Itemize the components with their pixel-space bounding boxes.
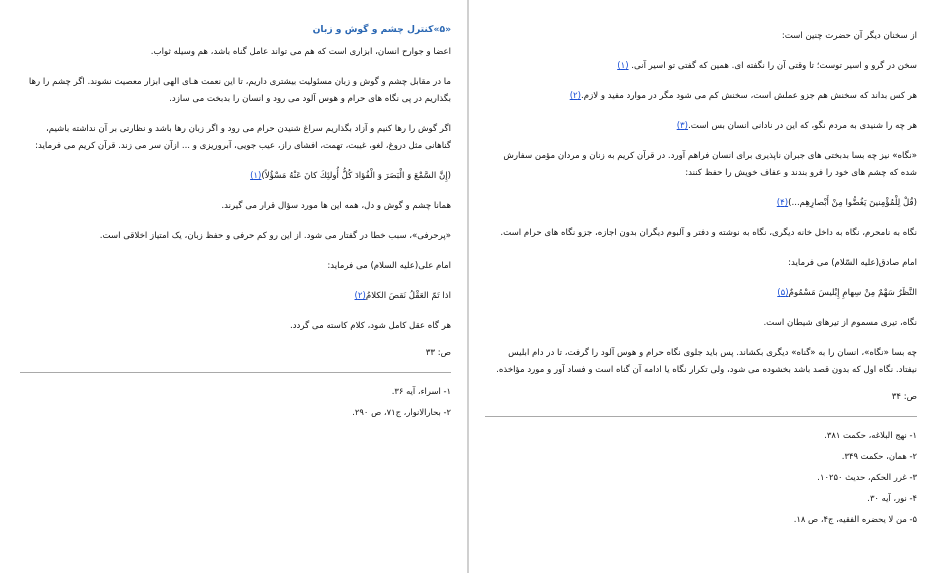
paragraph: چه بسا «نگاه»، انسان را به «گناه» دیگری بکشاند. پس باید جلوی نگاه حرام و هوس آلود را گرفت، تا در دام ابلیس نیفتاد. نگاه اول که بدون قصد باشد بخشوده می شود، ولی تکرار نگاه یا ادامه آن گناه است و فساد آور و مورد مؤاخذه. <box>496 348 917 375</box>
page-number: ص: ۳۳ <box>425 348 451 358</box>
page-number: ص: ۳۴ <box>891 392 917 402</box>
footnote-link[interactable]: (۲) <box>354 291 366 301</box>
footnote: ۱- نهج البلاغه، حکمت ۳۸۱. <box>824 430 917 440</box>
footnote: ۱- اسراء، آیه ۳۶. <box>391 386 451 396</box>
footnotes <box>20 381 451 423</box>
paragraph: همانا چشم و گوش و دل، همه این ها مورد سؤال قرار می گیرند. <box>221 201 451 211</box>
paragraph: سخن در گرو و اسیر توست؛ تا وقتی آن را نگفته ای. همین که گفتی تو اسیر آنی. (۱) <box>617 61 917 71</box>
footnote: ۲- بحارالانوار، ج۷۱، ص ۲۹۰. <box>352 407 451 417</box>
footnote: ۳- غرر الحکم، حدیث ۱۰۲۵۰. <box>817 472 917 482</box>
quran-verse <box>20 168 451 185</box>
footnote-divider <box>485 416 917 417</box>
hadith <box>20 288 451 305</box>
paragraph: امام صادق(علیه السّلام) می فرماید: <box>788 258 917 268</box>
paragraph: ما در مقابل چشم و گوش و زبان مسئولیت بیشتری داریم، تا این نعمت هـای الهی ابزار معصیت نشوند. اگر چشم را رها بگذاریم در پی نگاه های حرام و هوس آلود می رود و انسان را بدبخت می سازد. <box>28 77 451 104</box>
footnote-divider <box>20 372 451 373</box>
paragraph: نگاه به نامحرم، نگاه به داخل خانه دیگری، نگاه به نوشته و دفتر و آلبوم دیگران بدون اجازه، جزو نگاه های حرام است. <box>500 228 917 238</box>
footnote-link[interactable]: (۳) <box>676 121 689 131</box>
footnote-link[interactable]: (۴) <box>776 198 789 208</box>
footnote: ۴- نور، آیه ۳۰. <box>867 493 917 503</box>
hadith-text: النَّظَرُ سَهْمٌ مِنْ سِهامِ إِبْليسَ مَسْمُومٌ <box>788 288 917 298</box>
paragraph: از سخنان دیگر آن حضرت چنین است: <box>781 31 917 41</box>
paragraph: اعضا و جوارح انسان، ابزاری است که هم می تواند عامل گناه باشد، هم وسیله ثواب. <box>150 47 451 57</box>
hadith-text: اذا تَمّ العَقْلُ نَقصَ الکلامُ <box>365 291 451 301</box>
footnote: ۲- همان، حکمت ۳۴۹. <box>841 451 917 461</box>
hadith <box>485 285 917 302</box>
paragraph: هر چه را شنیدی به مردم نگو، که این در نادانی انسان بس است.(۳) <box>676 121 917 131</box>
paragraph: امام علی(علیه السلام) می فرماید: <box>327 261 451 271</box>
paragraph: نگاه، تیری مسموم از تیرهای شیطان است. <box>763 318 917 328</box>
paragraph: اگر گوش را رها کنیم و آزاد بگذاریم سراغ شنیدن حرام می رود و اگر زبان رها باشد و نظارتی بر آن نداشته باشیم، گناهانی مثل دروغ، لغو، غیبت، تهمت، افشای راز، عیب جویی، آبروریزی و ... ازآن سر می زند. قرآن کریم می فرماید: <box>35 124 451 151</box>
footnote-link[interactable]: (۵) <box>777 288 789 298</box>
paragraph: هر گاه عقل کامل شود، کلام کاسته می گردد. <box>289 321 451 331</box>
footnote: ۵- من لا یحضره الفقیه، ج۴، ص ۱۸. <box>793 514 917 524</box>
right-page <box>469 0 935 573</box>
paragraph: «نگاه» نیز چه بسا بدبختی های جبران ناپذیری برای انسان فراهم آورد. در قرآن کریم به زنان و مردان مؤمن سفارش شده که چشم های خود را فرو بندند و عفاف خویش را حفظ کنند: <box>503 151 917 178</box>
paragraph: «پرحرفی»، سبب خطا در گفتار می شود. از این رو کم حرفی و حفظ زبان، یک امتیاز اخلاقی است. <box>99 231 451 241</box>
footnote-link[interactable]: (۱) <box>250 171 262 181</box>
footnote-link[interactable]: (۲) <box>569 91 582 101</box>
left-page <box>0 0 467 573</box>
footnotes <box>485 425 917 530</box>
section-title: «۵»کنترل چشم و گوش و زبان <box>312 24 451 35</box>
footnote-link[interactable]: (۱) <box>617 61 629 71</box>
paragraph: هر کس بداند که سخنش هم جزو عملش است، سخنش کم می شود مگر در موارد مفید و لازم.(۲) <box>569 91 917 101</box>
verse-text: (قُلْ لِلْمُؤْمِنينَ يَغُضُّوا مِنْ أَبْصارِهِم...) <box>788 198 917 208</box>
verse-text: (إِنَّ السَّمْعَ وَ الْبَصَرَ وَ الْفُؤادَ كُلُّ أُولئِكَ كانَ عَنْهُ مَسْؤُلاً) <box>261 171 451 181</box>
quran-verse <box>485 195 917 212</box>
